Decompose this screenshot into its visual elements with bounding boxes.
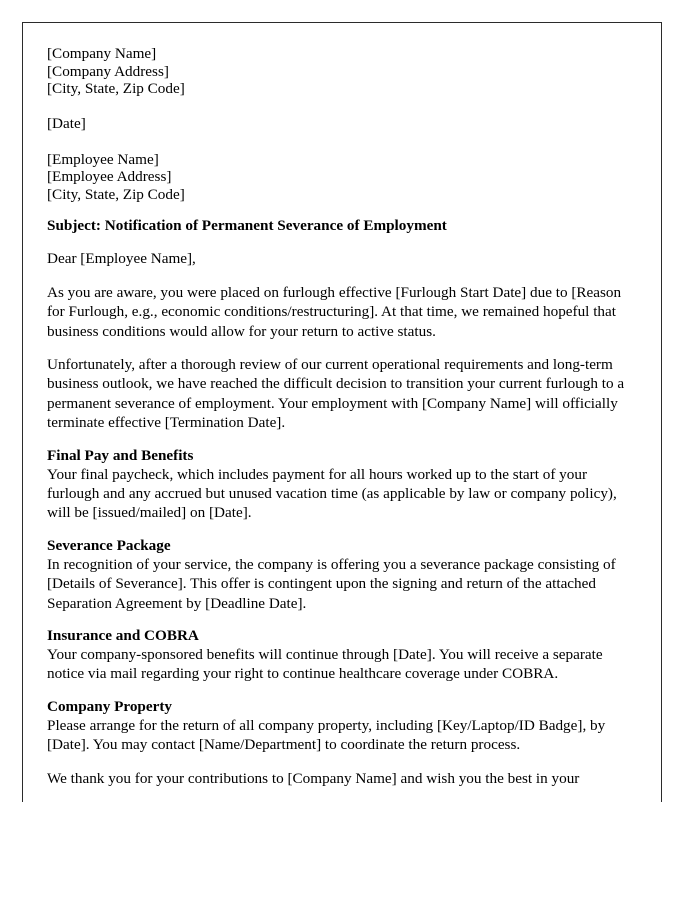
section-company-property: [47, 698, 631, 755]
section-heading: Company Property: [47, 697, 173, 715]
section-body: Please arrange for the return of all company property, including [Key/Laptop/ID Badge], by [Date]. You may contact [Name/Department] to coordinate the return process.: [47, 716, 606, 754]
spacer-before-closing: [47, 755, 631, 769]
recipient-employee-address: [Employee Address]: [47, 168, 172, 186]
sender-company-address: [Company Address]: [47, 62, 169, 80]
spacer-before-section-2: [47, 523, 631, 537]
recipient-employee-name: [Employee Name]: [47, 150, 159, 168]
body-paragraph-2: Unfortunately, after a thorough review of our current operational requirements and long-term business outlook, we have reached the difficult decision to transition your current furlough to a permanent severance of employment. Your employment with [Company Name] will officially terminate effective [Termination Date].: [47, 355, 625, 432]
section-heading: Insurance and COBRA: [47, 627, 199, 645]
subject-line: Subject: Notification of Permanent Severance of Employment: [47, 217, 447, 235]
section-final-pay-and-benefits: [47, 447, 631, 523]
spacer-before-section-4: [47, 684, 631, 698]
sender-address-block: [47, 45, 631, 98]
section-severance-package: [47, 537, 631, 613]
spacer-after-date: [47, 133, 631, 151]
closing-paragraph: We thank you for your contributions to [Company Name] and wish you the best in your: [47, 769, 580, 787]
body-paragraph-1: As you are aware, you were placed on furlough effective [Furlough Start Date] due to [Reason for Furlough, e.g., economic conditions/restructuring]. At that time, we remained hopeful that business conditions would allow for your return to active status.: [47, 283, 622, 340]
section-body: Your company-sponsored benefits will continue through [Date]. You will receive a separate notice via mail regarding your right to continue healthcare coverage under COBRA.: [47, 646, 603, 683]
recipient-address-block: [47, 151, 631, 204]
spacer-after-sender: [47, 98, 631, 116]
spacer-before-paragraph-2: [47, 341, 631, 355]
section-body: In recognition of your service, the company is offering you a severance package consisting of [Details of Severance]. This offer is contingent upon the signing and return of the attached Separation Agreement by [Deadline Date].: [47, 555, 616, 612]
date-line: [Date]: [47, 115, 86, 133]
spacer-before-salutation: [47, 235, 631, 249]
sender-city-state-zip: [City, State, Zip Code]: [47, 80, 185, 98]
section-body: Your final paycheck, which includes payment for all hours worked up to the start of your furlough and any accrued but unused vacation time (as applicable by law or company policy), will be [issued/mailed] on [Date].: [47, 465, 617, 522]
salutation: Dear [Employee Name],: [47, 250, 196, 268]
section-heading: Final Pay and Benefits: [47, 446, 194, 464]
section-insurance-and-cobra: [47, 627, 631, 684]
letter-page: [22, 22, 662, 802]
recipient-city-state-zip: [City, State, Zip Code]: [47, 185, 185, 203]
spacer-before-subject: [47, 203, 631, 217]
section-heading: Severance Package: [47, 536, 171, 554]
spacer-before-paragraph-1: [47, 269, 631, 283]
sender-company-name: [Company Name]: [47, 45, 157, 62]
spacer-before-section-3: [47, 613, 631, 627]
spacer-before-section-1: [47, 433, 631, 447]
letter-content: [47, 45, 631, 788]
